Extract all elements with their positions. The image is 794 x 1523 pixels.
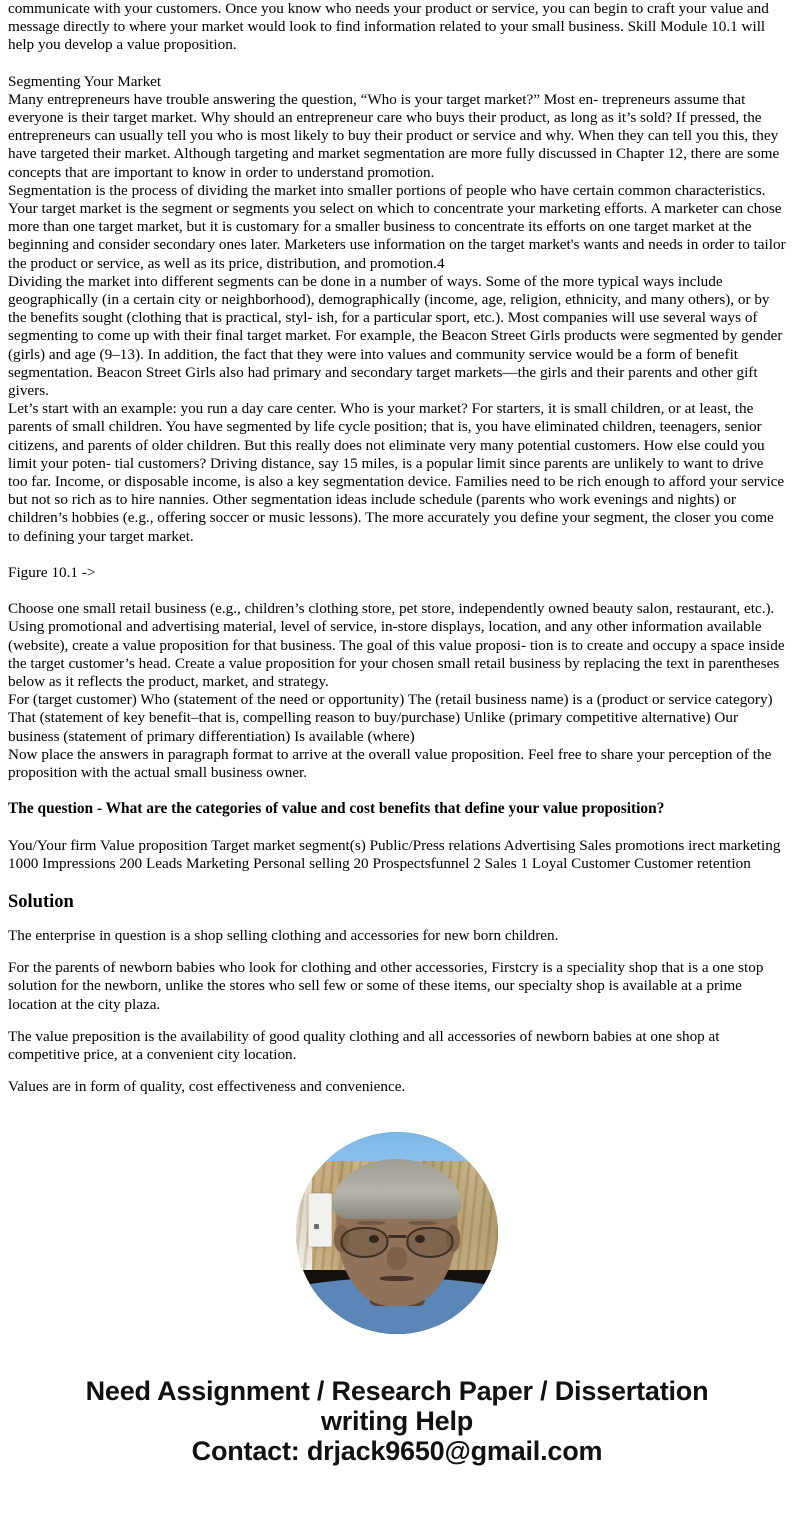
spacer: [8, 582, 786, 600]
photo-lens-left: [340, 1227, 388, 1257]
paragraph-solution-values-form: Values are in form of quality, cost effectiveness and convenience.: [8, 1078, 406, 1096]
profile-photo-block: [8, 1132, 786, 1334]
promo-line-3: Contact: drjack9650@gmail.com: [191, 1436, 603, 1467]
paragraph-solution-enterprise: The enterprise in question is a shop selling clothing and accessories for new born children.: [8, 926, 559, 944]
spacer: [8, 1064, 786, 1078]
photo-glasses-bridge: [388, 1235, 406, 1238]
photo-eyebrow-left: [357, 1221, 385, 1225]
paragraph-value-proposition-template: For (target customer) Who (statement of the need or opportunity) The (retail business name) is a (product or service category) That (statement of key benefit–that is, compelling reason to buy/purchase) Unlike (primary competitive alternative) Our business (statement of primary differentiation) Is available (where): [8, 691, 773, 745]
profile-photo: [296, 1132, 498, 1334]
paragraph-value-categories-list: You/Your firm Value proposition Target market segment(s) Public/Press relations Advertising Sales promotions irect marketing 1000 Impressions 200 Leads Marketing Personal selling 20 Prospectsfunnel 2 Sales 1 Loyal Customer Customer retention: [8, 836, 781, 872]
paragraph-solution-value-preposition: The value preposition is the availability of good quality clothing and all accessories of newborn babies at one shop at competitive price, at a convenient city location.: [8, 1027, 720, 1063]
spacer: [8, 546, 786, 564]
figure-reference: Figure 10.1 ->: [8, 563, 96, 581]
paragraph-segmentation-definition: Segmentation is the process of dividing the market into smaller portions of people who have certain common characteristics. Your target market is the segment or segments you select on which to concentrate your marketing efforts. A marketer can chose more than one target market, but it is customary for a smaller business to concentrate its efforts on one target market at the beginning and consider secondary ones later. Marketers use information on the target market's wants and needs in order to tailor the product or service, as well as its price, distribution, and promotion.4: [8, 181, 786, 272]
paragraph-now-place-answers: Now place the answers in paragraph format to arrive at the overall value proposition. Feel free to share your perception of the proposition with the actual small business owner.: [8, 745, 772, 781]
photo-lens-right: [406, 1227, 454, 1257]
paragraph-intro: communicate with your customers. Once you know who needs your product or service, you can begin to craft your value and message directly to where your market would look to find information related to your small business. Skill Module 10.1 will help you develop a value proposition.: [8, 0, 769, 54]
spacer: [8, 55, 786, 73]
paragraph-dividing-market: Dividing the market into different segments can be done in a number of ways. Some of the more typical ways include geographically (in a certain city or neighborhood), demographically (income, age, religion, ethnicity, and many others), or by the benefits sought (clothing that is practical, styl- ish, for a particular sport, etc.). Most companies will use several ways of segmenting to come up with their final target market. For example, the Beacon Street Girls products were segmented by gender (girls) and age (9–13). In addition, the fact that they were into values and community service would be a form of benefit segmentation. Beacon Street Girls also had primary and secondary target markets—the girls and their parents and other gift givers.: [8, 272, 783, 400]
paragraph-solution-firstcry: For the parents of newborn babies who look for clothing and other accessories, Firstcry is a speciality shop that is a one stop solution for the newborn, unlike the stores who sell few or some of these items, our specialty shop is available at a prime location at the city plaza.: [8, 959, 764, 1013]
photo-nose: [387, 1247, 407, 1269]
spacer: [8, 1014, 786, 1028]
paragraph-choose-one-business: Choose one small retail business (e.g., children’s clothing store, pet store, independently owned beauty salon, restaurant, etc.). Using promotional and advertising material, level of service, in-store displays, location, and any other information available (website), create a value proposition for that business. The goal of this value proposi- tion is to create and occupy a space inside the target customer’s head. Create a value proposition for your chosen small retail business by replacing the text in parentheses below as it reflects the product, market, and strategy.: [8, 600, 785, 690]
promo-line-2: writing Help: [320, 1406, 474, 1437]
spacer: [8, 913, 786, 927]
paragraph-day-care-example: Let’s start with an example: you run a day care center. Who is your market? For starters, it is small children, or at least, the parents of small children. You have segmented by life cycle position; that is, you have eliminated children, teenagers, senior citizens, and parents of older children. But this really does not eliminate very many potential customers. How else could you limit your poten- tial customers? Driving distance, say 15 miles, is a popular limit since parents are unlikely to want to drive too far. Income, or disposable income, is also a key segmentation device. Families need to be rich enough to afford your service but not so rich as to hire nannies. Other segmentation ideas include schedule (parents who work evenings and nights) or children’s hobbies (e.g., offering soccer or music lessons). The more accurately you define your segment, the closer you come to defining your target market.: [8, 400, 785, 545]
spacer: [8, 782, 786, 800]
section-heading-segmenting-your-market: Segmenting Your Market: [8, 72, 162, 90]
spacer: [8, 945, 786, 959]
spacer: [8, 819, 786, 837]
question-prompt: The question - What are the categories of value and cost benefits that define your value proposition?: [8, 800, 665, 818]
promo-heading: [8, 1376, 786, 1466]
solution-heading: Solution: [8, 891, 74, 912]
photo-light-switch: [308, 1193, 332, 1248]
promo-line-1: Need Assignment / Research Paper / Dissertation: [85, 1376, 709, 1407]
photo-mouth: [380, 1276, 414, 1281]
paragraph-many-entrepreneurs: Many entrepreneurs have trouble answering the question, “Who is your target market?” Most en- trepreneurs assume that everyone is their target market. Why should an entrepreneur care who buys their product, as long as it’s sold? If pressed, the entrepreneurs can usually tell you who is most likely to buy their product or service and why. When they can tell you this, they have targeted their market. Although targeting and market segmentation are more fully discussed in Chapter 12, there are some concepts that are important to know in order to understand promotion.: [8, 90, 780, 181]
spacer: [8, 873, 786, 891]
